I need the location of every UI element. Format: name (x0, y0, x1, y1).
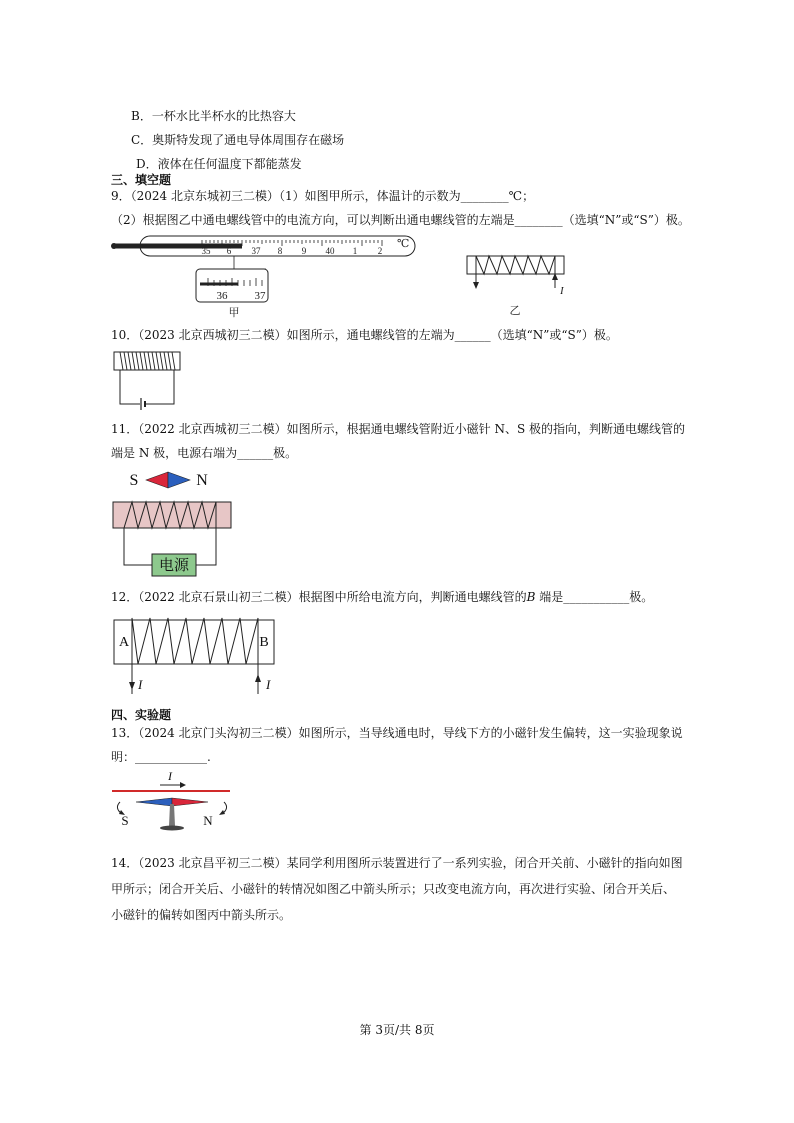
label-b: B (259, 635, 269, 650)
q10-solenoid-figure (112, 348, 188, 408)
page-number: 第 3页/共 8页 (359, 1023, 435, 1037)
thermo-tick-41: 1 (352, 246, 358, 256)
needle-s-label: S (129, 472, 139, 489)
needle-blue-half (168, 472, 190, 488)
q11-line2: 端是 N 极，电源右端为______极。 (111, 446, 298, 460)
q12-line: 12．（2022 北京石景山初三二模）根据图中所给电流方向，判断通电螺线管的B 端是___________极。 (111, 590, 654, 604)
q9-blank1: ________ (460, 189, 509, 203)
needle-n-label: N (196, 472, 208, 489)
section-3-title: 三、填空题 (111, 173, 172, 187)
option-b: B．一杯水比半杯水的比热容大 (131, 109, 296, 123)
q13-figure (108, 768, 238, 830)
q13-n-label: N (203, 813, 213, 828)
caption-yi: 乙 (509, 305, 521, 317)
q12-figure (112, 616, 282, 698)
thermo-tick-38: 8 (277, 246, 283, 256)
thermo-tick-36: 6 (226, 246, 232, 256)
q11-blank: ______ (237, 446, 274, 460)
q10-blank: ______ (454, 328, 491, 342)
thermometer-figure (110, 230, 420, 320)
q10-line: 10．（2023 北京西城初三二模）如图所示，通电螺线管的左端为______（选填“N”或“S”）极。 (111, 328, 618, 342)
q12-current-left: I (138, 677, 143, 692)
thermo-tick-39: 9 (301, 246, 307, 256)
caption-jia: 甲 (228, 307, 240, 319)
q9-blank2: ________ (514, 213, 563, 227)
q12-current-right: I (266, 677, 271, 692)
thermo-tick-42: 2 (377, 246, 383, 256)
q9-line1: 9．（2024 北京东城初三二模）（1）如图甲所示，体温计的示数为________℃； (111, 189, 535, 203)
q13-current-label: I (168, 769, 172, 783)
label-a: A (118, 635, 130, 650)
q11-figure (110, 468, 245, 583)
section-4-title: 四、实验题 (111, 708, 172, 722)
q14-line3: 小磁针的偏转如图丙中箭头所示。 (111, 908, 292, 922)
thermo-tick-37: 37 (251, 246, 261, 256)
yi-current-label: I (560, 285, 564, 297)
power-label: 电源 (158, 558, 190, 574)
zoom-label-36: 36 (216, 290, 228, 302)
thermo-unit: ℃ (397, 238, 410, 250)
solenoid-yi-figure (462, 250, 572, 320)
q13-line1: 13．（2024 北京门头沟初三二模）如图所示，当导线通电时，导线下方的小磁针发生偏转，这一实验现象说 (111, 726, 683, 740)
q14-line2: 甲所示；闭合开关后、小磁针的转情况如图乙中箭头所示；只改变电流方向，再次进行实验、闭合开关后、 (111, 882, 676, 896)
zoom-label-37: 37 (254, 290, 266, 302)
option-d: D．液体在任何温度下都能蒸发 (136, 157, 302, 171)
needle13-blue (136, 798, 172, 806)
q11-line1: 11．（2022 北京西城初三二模）如图所示，根据通电螺线管附近小磁针 N、S 极的指向，判断通电螺线管的 (111, 422, 685, 436)
thermo-tick-35: 35 (201, 246, 211, 256)
q13-s-label: S (121, 813, 129, 828)
needle13-red (172, 798, 208, 806)
q14-line1: 14．（2023 北京昌平初三二模）某同学利用图所示装置进行了一系列实验，闭合开关前、小磁针的指向如图 (111, 856, 683, 870)
q13-line2: 明：____________. (111, 750, 211, 764)
needle-red-half (146, 472, 168, 488)
q13-blank: ____________ (135, 750, 208, 764)
option-c: C．奥斯特发现了通电导体周围存在磁场 (131, 133, 345, 147)
q12-blank: ___________ (563, 590, 630, 604)
thermo-tick-40: 40 (325, 246, 335, 256)
q9-line2: （2）根据图乙中通电螺线管中的电流方向，可以判断出通电螺线管的左端是________（选填“N”或“S”）极。 (111, 213, 690, 227)
